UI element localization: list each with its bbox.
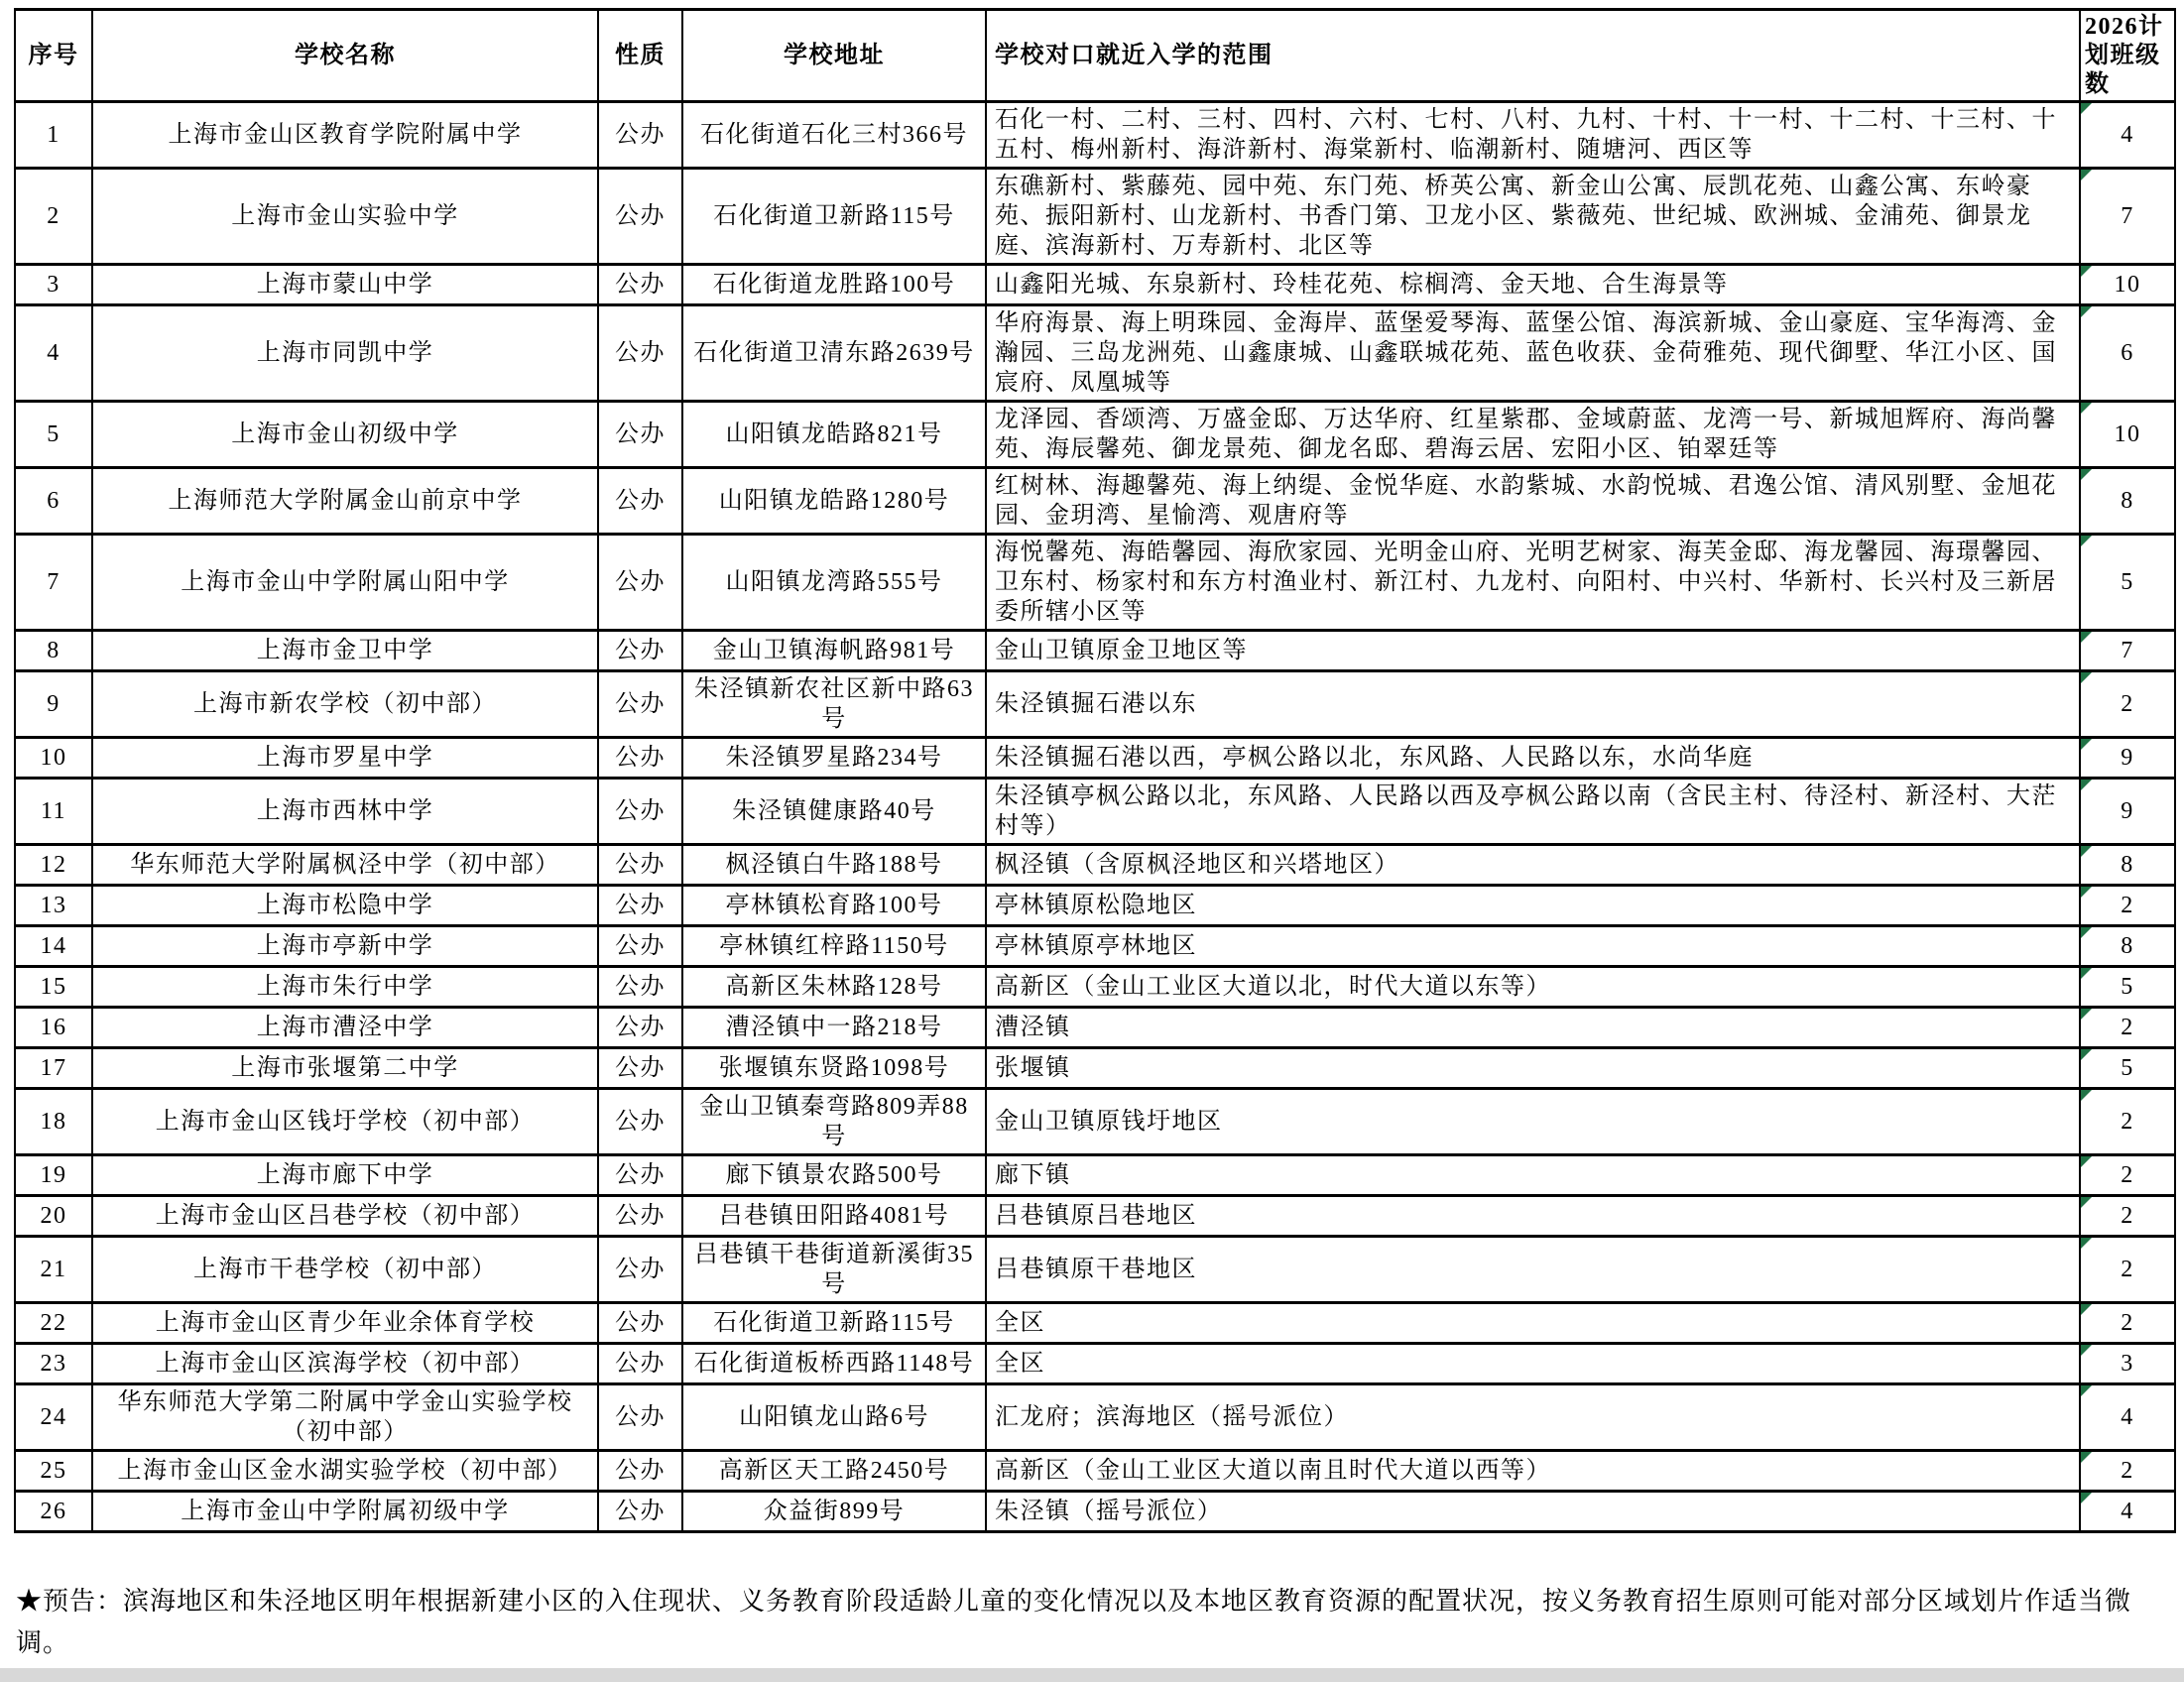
school-name: 华东师范大学第二附属中学金山实验学校（初中部） xyxy=(92,1384,598,1451)
plan-class-count: 9 xyxy=(2080,738,2175,779)
plan-class-count: 4 xyxy=(2080,102,2175,169)
school-address: 亭林镇红梓路1150号 xyxy=(682,926,986,967)
enrollment-range: 全区 xyxy=(986,1303,2080,1344)
school-address: 高新区朱林路128号 xyxy=(682,967,986,1008)
enrollment-range: 龙泽园、香颂湾、万盛金邸、万达华府、红星紫郡、金域蔚蓝、龙湾一号、新城旭辉府、海尚馨苑、海辰馨苑、御龙景苑、御龙名邸、碧海云居、宏阳小区、铂翠廷等 xyxy=(986,402,2080,468)
school-nature: 公办 xyxy=(598,102,682,169)
table-row xyxy=(15,1303,2175,1344)
table-row xyxy=(15,305,2175,402)
school-nature: 公办 xyxy=(598,1196,682,1237)
column-header-nature: 性质 xyxy=(598,10,682,102)
enrollment-range: 金山卫镇原金卫地区等 xyxy=(986,631,2080,671)
plan-class-count: 5 xyxy=(2080,967,2175,1008)
school-name: 上海市金卫中学 xyxy=(92,631,598,671)
school-nature: 公办 xyxy=(598,169,682,265)
column-header-plan: 2026计划班级数 xyxy=(2080,10,2175,102)
school-nature: 公办 xyxy=(598,671,682,738)
cell-corner-flag-icon xyxy=(2081,1238,2092,1249)
row-number: 23 xyxy=(15,1344,92,1384)
row-number: 15 xyxy=(15,967,92,1008)
school-address: 朱泾镇罗星路234号 xyxy=(682,738,986,779)
cell-corner-flag-icon xyxy=(2081,1493,2092,1503)
row-number: 17 xyxy=(15,1048,92,1089)
row-number: 22 xyxy=(15,1303,92,1344)
plan-class-count: 10 xyxy=(2080,265,2175,305)
cell-corner-flag-icon xyxy=(2081,887,2092,898)
table-row xyxy=(15,535,2175,631)
plan-class-count: 8 xyxy=(2080,468,2175,535)
cell-corner-flag-icon xyxy=(2081,927,2092,938)
school-address: 金山卫镇海帆路981号 xyxy=(682,631,986,671)
enrollment-range: 全区 xyxy=(986,1344,2080,1384)
cell-corner-flag-icon xyxy=(2081,968,2092,979)
table-row xyxy=(15,1089,2175,1155)
cell-corner-flag-icon xyxy=(2081,632,2092,643)
school-nature: 公办 xyxy=(598,845,682,886)
plan-class-count: 2 xyxy=(2080,1451,2175,1492)
school-address: 石化街道龙胜路100号 xyxy=(682,265,986,305)
plan-class-count: 7 xyxy=(2080,169,2175,265)
school-enrollment-table xyxy=(14,8,2176,1533)
school-address: 金山卫镇秦弯路809弄88号 xyxy=(682,1089,986,1155)
cell-corner-flag-icon xyxy=(2081,1009,2092,1020)
table-row xyxy=(15,1008,2175,1048)
school-name: 上海市同凯中学 xyxy=(92,305,598,402)
school-address: 吕巷镇干巷街道新溪街35号 xyxy=(682,1237,986,1303)
row-number: 24 xyxy=(15,1384,92,1451)
school-name: 上海市金山区青少年业余体育学校 xyxy=(92,1303,598,1344)
column-header-no: 序号 xyxy=(15,10,92,102)
school-nature: 公办 xyxy=(598,1303,682,1344)
row-number: 5 xyxy=(15,402,92,468)
table-row xyxy=(15,886,2175,926)
school-address: 朱泾镇新农社区新中路63号 xyxy=(682,671,986,738)
school-table-body xyxy=(15,102,2175,1532)
school-address: 高新区天工路2450号 xyxy=(682,1451,986,1492)
plan-class-count: 10 xyxy=(2080,402,2175,468)
plan-class-count: 8 xyxy=(2080,845,2175,886)
cell-corner-flag-icon xyxy=(2081,780,2092,790)
enrollment-range: 高新区（金山工业区大道以北，时代大道以东等） xyxy=(986,967,2080,1008)
school-nature: 公办 xyxy=(598,1048,682,1089)
enrollment-range: 华府海景、海上明珠园、金海岸、蓝堡爱琴海、蓝堡公馆、海滨新城、金山豪庭、宝华海湾、金瀚园、三岛龙洲苑、山鑫康城、山鑫联城花苑、蓝色收获、金荷雅苑、现代御墅、华江小区、国宸府、凤凰城等 xyxy=(986,305,2080,402)
school-nature: 公办 xyxy=(598,1344,682,1384)
school-address: 山阳镇龙湾路555号 xyxy=(682,535,986,631)
table-row xyxy=(15,738,2175,779)
cell-corner-flag-icon xyxy=(2081,672,2092,683)
cell-corner-flag-icon xyxy=(2081,846,2092,857)
table-row xyxy=(15,845,2175,886)
enrollment-range: 汇龙府；滨海地区（摇号派位） xyxy=(986,1384,2080,1451)
enrollment-range: 朱泾镇（摇号派位） xyxy=(986,1492,2080,1532)
cell-corner-flag-icon xyxy=(2081,739,2092,750)
school-nature: 公办 xyxy=(598,402,682,468)
cell-corner-flag-icon xyxy=(2081,170,2092,180)
plan-class-count: 5 xyxy=(2080,1048,2175,1089)
school-name: 上海市金山中学附属山阳中学 xyxy=(92,535,598,631)
enrollment-range: 红树林、海趣馨苑、海上纳缇、金悦华庭、水韵紫城、水韵悦城、君逸公馆、清风别墅、金旭花园、金玥湾、星愉湾、观唐府等 xyxy=(986,468,2080,535)
school-nature: 公办 xyxy=(598,779,682,845)
school-name: 上海市西林中学 xyxy=(92,779,598,845)
row-number: 8 xyxy=(15,631,92,671)
cell-corner-flag-icon xyxy=(2081,1197,2092,1208)
school-name: 上海市金山区教育学院附属中学 xyxy=(92,102,598,169)
plan-class-count: 2 xyxy=(2080,1196,2175,1237)
enrollment-range: 吕巷镇原吕巷地区 xyxy=(986,1196,2080,1237)
school-address: 朱泾镇健康路40号 xyxy=(682,779,986,845)
table-row xyxy=(15,402,2175,468)
school-address: 漕泾镇中一路218号 xyxy=(682,1008,986,1048)
plan-class-count: 4 xyxy=(2080,1492,2175,1532)
table-row xyxy=(15,102,2175,169)
row-number: 16 xyxy=(15,1008,92,1048)
row-number: 14 xyxy=(15,926,92,967)
row-number: 4 xyxy=(15,305,92,402)
school-address: 石化街道石化三村366号 xyxy=(682,102,986,169)
school-nature: 公办 xyxy=(598,535,682,631)
enrollment-range: 张堰镇 xyxy=(986,1048,2080,1089)
plan-class-count: 3 xyxy=(2080,1344,2175,1384)
table-row xyxy=(15,1384,2175,1451)
enrollment-range: 石化一村、二村、三村、四村、六村、七村、八村、九村、十村、十一村、十二村、十三村、十五村、梅州新村、海浒新村、海棠新村、临潮新村、随塘河、西区等 xyxy=(986,102,2080,169)
row-number: 1 xyxy=(15,102,92,169)
cell-corner-flag-icon xyxy=(2081,1452,2092,1463)
cell-corner-flag-icon xyxy=(2081,536,2092,546)
school-name: 上海市金山初级中学 xyxy=(92,402,598,468)
school-nature: 公办 xyxy=(598,631,682,671)
cell-corner-flag-icon xyxy=(2081,306,2092,317)
table-row xyxy=(15,1155,2175,1196)
school-nature: 公办 xyxy=(598,967,682,1008)
plan-class-count: 2 xyxy=(2080,1155,2175,1196)
enrollment-range: 山鑫阳光城、东泉新村、玲桂花苑、棕榈湾、金天地、合生海景等 xyxy=(986,265,2080,305)
school-address: 山阳镇龙皓路821号 xyxy=(682,402,986,468)
column-header-name: 学校名称 xyxy=(92,10,598,102)
enrollment-range: 吕巷镇原干巷地区 xyxy=(986,1237,2080,1303)
school-name: 上海市漕泾中学 xyxy=(92,1008,598,1048)
table-row xyxy=(15,926,2175,967)
table-row xyxy=(15,779,2175,845)
plan-class-count: 2 xyxy=(2080,1303,2175,1344)
plan-class-count: 2 xyxy=(2080,1008,2175,1048)
school-address: 张堰镇东贤路1098号 xyxy=(682,1048,986,1089)
enrollment-range: 朱泾镇亭枫公路以北，东风路、人民路以西及亭枫公路以南（含民主村、待泾村、新泾村、大茫村等） xyxy=(986,779,2080,845)
school-name: 上海市廊下中学 xyxy=(92,1155,598,1196)
school-nature: 公办 xyxy=(598,1008,682,1048)
enrollment-range: 东礁新村、紫藤苑、园中苑、东门苑、桥英公寓、新金山公寓、辰凯花苑、山鑫公寓、东岭豪苑、振阳新村、山龙新村、书香门第、卫龙小区、紫薇苑、世纪城、欧洲城、金浦苑、御景龙庭、滨海新村、万寿新村、北区等 xyxy=(986,169,2080,265)
school-name: 上海市张堰第二中学 xyxy=(92,1048,598,1089)
cell-corner-flag-icon xyxy=(2081,103,2092,114)
enrollment-range: 漕泾镇 xyxy=(986,1008,2080,1048)
school-address: 石化街道板桥西路1148号 xyxy=(682,1344,986,1384)
table-row xyxy=(15,1048,2175,1089)
column-header-address: 学校地址 xyxy=(682,10,986,102)
school-name: 上海市金山实验中学 xyxy=(92,169,598,265)
school-name: 上海市松隐中学 xyxy=(92,886,598,926)
school-name: 上海市金山区滨海学校（初中部） xyxy=(92,1344,598,1384)
school-nature: 公办 xyxy=(598,305,682,402)
school-nature: 公办 xyxy=(598,926,682,967)
plan-class-count: 2 xyxy=(2080,1237,2175,1303)
school-name: 上海市干巷学校（初中部） xyxy=(92,1237,598,1303)
forecast-note: ★预告：滨海地区和朱泾地区明年根据新建小区的入住现状、义务教育阶段适龄儿童的变化情况以及本地区教育资源的配置状况，按义务教育招生原则可能对部分区域划片作适当微调。 xyxy=(16,1587,2132,1657)
school-nature: 公办 xyxy=(598,1089,682,1155)
school-nature: 公办 xyxy=(598,738,682,779)
school-name: 上海市新农学校（初中部） xyxy=(92,671,598,738)
school-nature: 公办 xyxy=(598,265,682,305)
cell-corner-flag-icon xyxy=(2081,1090,2092,1101)
school-nature: 公办 xyxy=(598,468,682,535)
enrollment-range: 朱泾镇掘石港以东 xyxy=(986,671,2080,738)
plan-class-count: 8 xyxy=(2080,926,2175,967)
row-number: 7 xyxy=(15,535,92,631)
cell-corner-flag-icon xyxy=(2081,1049,2092,1060)
school-name: 上海市蒙山中学 xyxy=(92,265,598,305)
cell-corner-flag-icon xyxy=(2081,1304,2092,1315)
table-row xyxy=(15,631,2175,671)
school-address: 山阳镇龙皓路1280号 xyxy=(682,468,986,535)
table-row xyxy=(15,1492,2175,1532)
plan-class-count: 2 xyxy=(2080,671,2175,738)
column-header-range: 学校对口就近入学的范围 xyxy=(986,10,2080,102)
school-address: 石化街道卫新路115号 xyxy=(682,1303,986,1344)
table-header-row xyxy=(15,10,2175,102)
table-row xyxy=(15,1451,2175,1492)
cell-corner-flag-icon xyxy=(2081,403,2092,414)
school-address: 石化街道卫新路115号 xyxy=(682,169,986,265)
school-name: 华东师范大学附属枫泾中学（初中部） xyxy=(92,845,598,886)
enrollment-range: 枫泾镇（含原枫泾地区和兴塔地区） xyxy=(986,845,2080,886)
enrollment-range: 高新区（金山工业区大道以南且时代大道以西等） xyxy=(986,1451,2080,1492)
table-row xyxy=(15,1196,2175,1237)
enrollment-range: 金山卫镇原钱圩地区 xyxy=(986,1089,2080,1155)
plan-class-count: 9 xyxy=(2080,779,2175,845)
school-address: 众益街899号 xyxy=(682,1492,986,1532)
school-nature: 公办 xyxy=(598,1237,682,1303)
row-number: 26 xyxy=(15,1492,92,1532)
school-address: 山阳镇龙山路6号 xyxy=(682,1384,986,1451)
school-nature: 公办 xyxy=(598,1155,682,1196)
school-nature: 公办 xyxy=(598,1384,682,1451)
row-number: 18 xyxy=(15,1089,92,1155)
row-number: 10 xyxy=(15,738,92,779)
table-row xyxy=(15,967,2175,1008)
bottom-scrollbar-track xyxy=(0,1668,2184,1682)
school-address: 亭林镇松育路100号 xyxy=(682,886,986,926)
enrollment-range: 海悦馨苑、海皓馨园、海欣家园、光明金山府、光明艺树家、海芙金邸、海龙馨园、海璟馨园、卫东村、杨家村和东方村渔业村、新江村、九龙村、向阳村、中兴村、华新村、长兴村及三新居委所辖小区等 xyxy=(986,535,2080,631)
school-address: 廊下镇景农路500号 xyxy=(682,1155,986,1196)
table-row xyxy=(15,671,2175,738)
plan-class-count: 5 xyxy=(2080,535,2175,631)
enrollment-range: 亭林镇原松隐地区 xyxy=(986,886,2080,926)
plan-class-count: 2 xyxy=(2080,886,2175,926)
enrollment-range: 亭林镇原亭林地区 xyxy=(986,926,2080,967)
table-row xyxy=(15,169,2175,265)
row-number: 9 xyxy=(15,671,92,738)
plan-class-count: 4 xyxy=(2080,1384,2175,1451)
table-row xyxy=(15,468,2175,535)
row-number: 2 xyxy=(15,169,92,265)
plan-class-count: 7 xyxy=(2080,631,2175,671)
row-number: 25 xyxy=(15,1451,92,1492)
row-number: 11 xyxy=(15,779,92,845)
school-name: 上海市金山中学附属初级中学 xyxy=(92,1492,598,1532)
row-number: 3 xyxy=(15,265,92,305)
plan-class-count: 2 xyxy=(2080,1089,2175,1155)
row-number: 13 xyxy=(15,886,92,926)
row-number: 12 xyxy=(15,845,92,886)
cell-corner-flag-icon xyxy=(2081,1345,2092,1356)
school-name: 上海师范大学附属金山前京中学 xyxy=(92,468,598,535)
school-name: 上海市金山区吕巷学校（初中部） xyxy=(92,1196,598,1237)
plan-class-count: 6 xyxy=(2080,305,2175,402)
cell-corner-flag-icon xyxy=(2081,469,2092,480)
cell-corner-flag-icon xyxy=(2081,1156,2092,1167)
enrollment-range: 朱泾镇掘石港以西，亭枫公路以北，东风路、人民路以东，水尚华庭 xyxy=(986,738,2080,779)
school-nature: 公办 xyxy=(598,886,682,926)
enrollment-range: 廊下镇 xyxy=(986,1155,2080,1196)
table-row xyxy=(15,1344,2175,1384)
cell-corner-flag-icon xyxy=(2081,1385,2092,1396)
school-name: 上海市金山区金水湖实验学校（初中部） xyxy=(92,1451,598,1492)
school-name: 上海市金山区钱圩学校（初中部） xyxy=(92,1089,598,1155)
row-number: 19 xyxy=(15,1155,92,1196)
school-name: 上海市朱行中学 xyxy=(92,967,598,1008)
row-number: 20 xyxy=(15,1196,92,1237)
school-address: 石化街道卫清东路2639号 xyxy=(682,305,986,402)
row-number: 6 xyxy=(15,468,92,535)
table-row xyxy=(15,1237,2175,1303)
school-nature: 公办 xyxy=(598,1492,682,1532)
table-row xyxy=(15,265,2175,305)
school-name: 上海市亭新中学 xyxy=(92,926,598,967)
school-name: 上海市罗星中学 xyxy=(92,738,598,779)
school-nature: 公办 xyxy=(598,1451,682,1492)
cell-corner-flag-icon xyxy=(2081,266,2092,277)
school-address: 枫泾镇白牛路188号 xyxy=(682,845,986,886)
school-address: 吕巷镇田阳路4081号 xyxy=(682,1196,986,1237)
row-number: 21 xyxy=(15,1237,92,1303)
table-header xyxy=(15,10,2175,102)
